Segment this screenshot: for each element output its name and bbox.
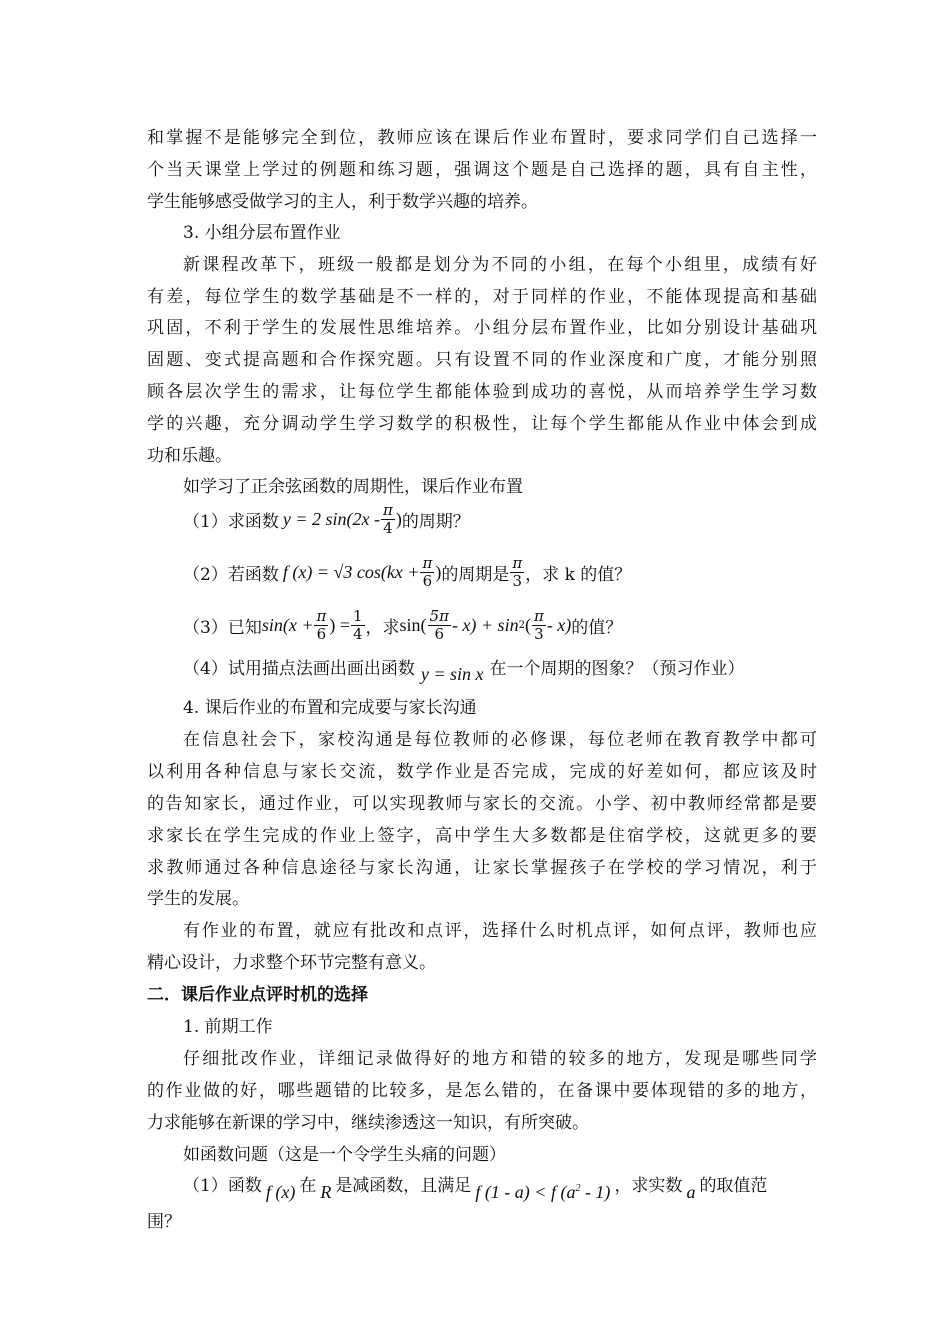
paragraph-line: 功和乐趣。	[147, 446, 232, 466]
paragraph-line: 巩固，不利于学生的发展性思维培养。小组分层布置作业，比如分别设计基础巩	[147, 318, 817, 338]
paragraph-line: 以利用各种信息与家长交流，数学作业是否完成，完成的好差如何，都应该及时	[147, 762, 817, 782]
paragraph-line: 有差，每位学生的数学基础是不一样的，对于同样的作业，不能体现提高和基础	[147, 287, 817, 307]
paragraph-line: 在信息社会下，家校沟通是每位教师的必修课，每位老师在教育教学中都可	[183, 730, 817, 750]
paragraph-line: 新课程改革下，班级一般都是划分为不同的小组，在每个小组里，成绩有好	[183, 255, 817, 275]
paragraph-line: 固题、变式提高题和合作探究题。只有设置不同的作业深度和广度，才能分别照	[147, 350, 817, 370]
paragraph-line: 围？	[147, 1212, 181, 1232]
subheading-3: 3. 小组分层布置作业	[183, 223, 341, 243]
example2-intro: 如函数问题（这是一个令学生头痛的问题）	[183, 1145, 506, 1165]
paragraph-line: 力求能够在新课的学习中，继续渗透这一知识，有所突破。	[147, 1113, 589, 1133]
paragraph-line: 和掌握不是能够完全到位，教师应该在课后作业布置时，要求同学们自己选择一	[147, 128, 817, 148]
paragraph-line: 学生的发展。	[147, 889, 249, 909]
section-heading: 二．课后作业点评时机的选择	[147, 985, 368, 1005]
paragraph-line: 个当天课堂上学过的例题和练习题，强调这个题是自己选择的题，具有自主性，	[147, 160, 817, 180]
exercise-2: （2）若函数 f (x) = √3 cos(kx + $\frac{\pi}{6}$ ) 的周期是 $\frac{\pi}{3}$ ，求 k 的值？	[183, 553, 632, 590]
exercise-1: （1）求函数 y = 2 sin(2x - $\frac{\pi}{4}$ ) 的周期？	[183, 500, 470, 537]
subheading-1: 1. 前期工作	[183, 1017, 273, 1037]
paragraph-line: 顾各层次学生的需求，让每位学生都能体验到成功的喜悦，从而培养学生学习数	[147, 382, 817, 402]
paragraph-line: 学生能够感受做学习的主人，利于数学兴趣的培养。	[147, 192, 538, 212]
subheading-4: 4. 课后作业的布置和完成要与家长沟通	[183, 698, 477, 718]
paragraph-line: 的告知家长，通过作业，可以实现教师与家长的交流。小学、初中教师经常都是要	[147, 794, 817, 814]
paragraph-line: 求家长在学生完成的作业上签字，高中学生大多数都是住宿学校，这就更多的要	[147, 826, 817, 846]
paragraph-line: 精心设计，力求整个环节完整有意义。	[147, 953, 436, 973]
function-problem: （1）函数 f (x) 在 R 是减函数，且满足 f (1 - a) < f $(a^2 - 1)$ ，求实数 a 的取值范	[183, 1175, 768, 1202]
exercise-4: （4）试用描点法画出画出函数 y = sin x 在一个周期的图象？（预习作业）	[183, 658, 745, 684]
exercise-3: （3）已知 sin(x + $\frac{\pi}{6}$ ) = $\frac{1}{4}$ ，求 sin( $\frac{5\pi}{6}$ - x) + sin 2 ( $\frac{\pi}{3}$ - x) 的值？	[183, 606, 623, 643]
paragraph-line: 的作业做的好，哪些题错的比较多，是怎么错的，在备课中要体现错的多的地方，	[147, 1081, 817, 1101]
paragraph-line: 学的兴趣，充分调动学生学习数学的积极性，让每个学生都能从作业中体会到成	[147, 414, 817, 434]
paragraph-line: 有作业的布置，就应有批改和点评，选择什么时机点评，如何点评，教师也应	[183, 921, 817, 941]
paragraph-line: 仔细批改作业，详细记录做得好的地方和错的较多的地方，发现是哪些同学	[183, 1049, 817, 1069]
paragraph-line: 求教师通过各种信息途径与家长沟通，让家长掌握孩子在学校的学习情况，利于	[147, 858, 817, 878]
example-intro: 如学习了正余弦函数的周期性，课后作业布置	[183, 477, 523, 497]
